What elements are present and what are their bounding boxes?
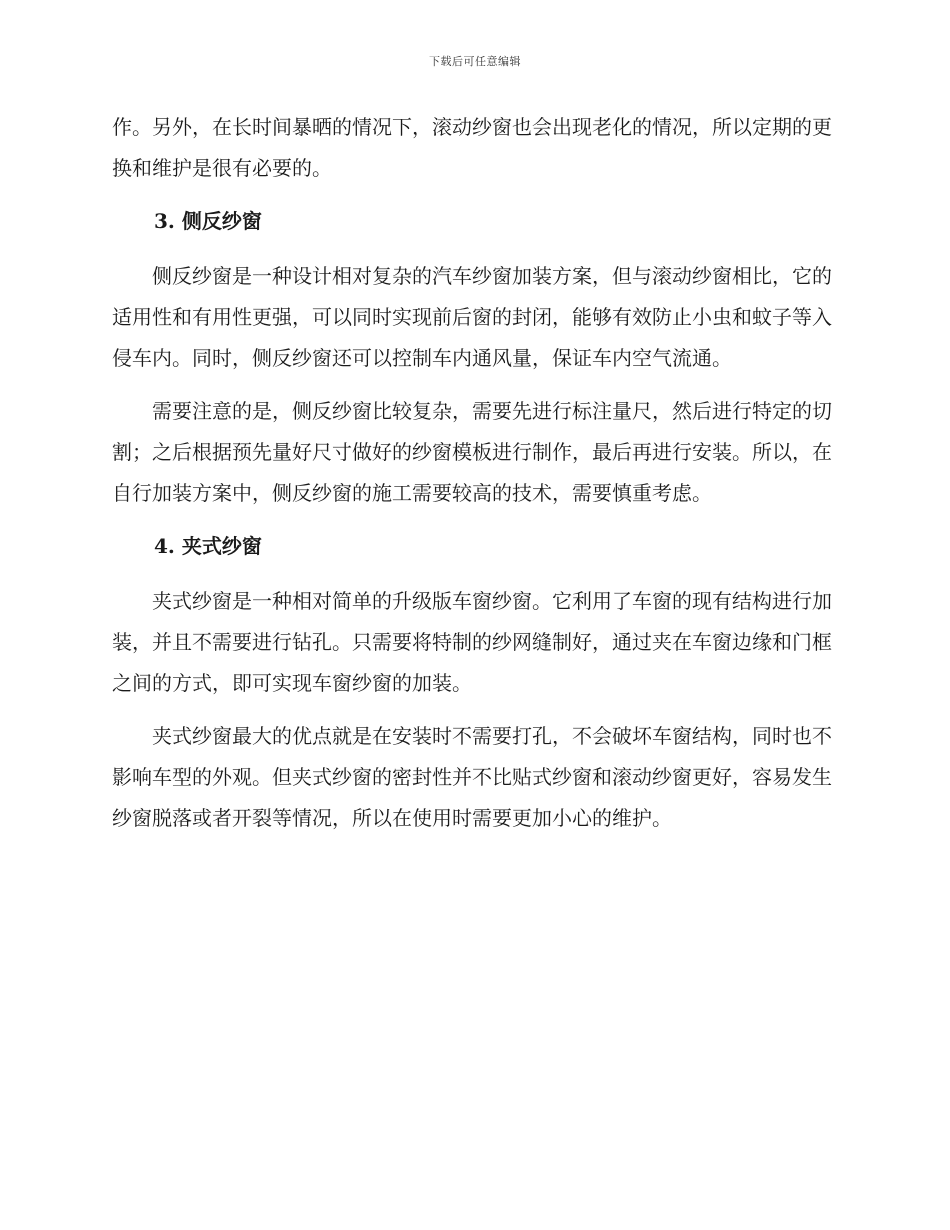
paragraph-side-screen-intro: 侧反纱窗是一种设计相对复杂的汽车纱窗加装方案，但与滚动纱窗相比，它的适用性和有用性更强，可以同时实现前后窗的封闭，能够有效防止小虫和蚊子等入侵车内。同时，侧反纱窗还可以控制车内通风量，保证车内空气流通。 bbox=[112, 264, 832, 370]
section-heading-4: 4. 夹式纱窗 bbox=[154, 534, 262, 558]
paragraph-clip-screen-pros-cons: 夹式纱窗最大的优点就是在安装时不需要打孔，不会破坏车窗结构，同时也不影响车型的外观。但夹式纱窗的密封性并不比贴式纱窗和滚动纱窗更好，容易发生纱窗脱落或者开裂等情况，所以在使用时需要更加小心的维护。 bbox=[112, 724, 832, 830]
paragraph-clip-screen-intro: 夹式纱窗是一种相对简单的升级版车窗纱窗。它利用了车窗的现有结构进行加装，并且不需要进行钻孔。只需要将特制的纱网缝制好，通过夹在车窗边缘和门框之间的方式，即可实现车窗纱窗的加装。 bbox=[112, 589, 832, 695]
paragraph-side-screen-notes: 需要注意的是，侧反纱窗比较复杂，需要先进行标注量尺，然后进行特定的切割；之后根据预先量好尺寸做好的纱窗模板进行制作，最后再进行安装。所以，在自行加装方案中，侧反纱窗的施工需要较高的技术，需要慎重考虑。 bbox=[112, 399, 832, 505]
document-body bbox=[112, 107, 832, 851]
section-heading-3: 3. 侧反纱窗 bbox=[154, 209, 262, 233]
page-header: 下载后可任意编辑 bbox=[429, 55, 521, 68]
paragraph-continuation: 作。另外，在长时间暴晒的情况下，滚动纱窗也会出现老化的情况，所以定期的更换和维护是很有必要的。 bbox=[112, 115, 832, 180]
